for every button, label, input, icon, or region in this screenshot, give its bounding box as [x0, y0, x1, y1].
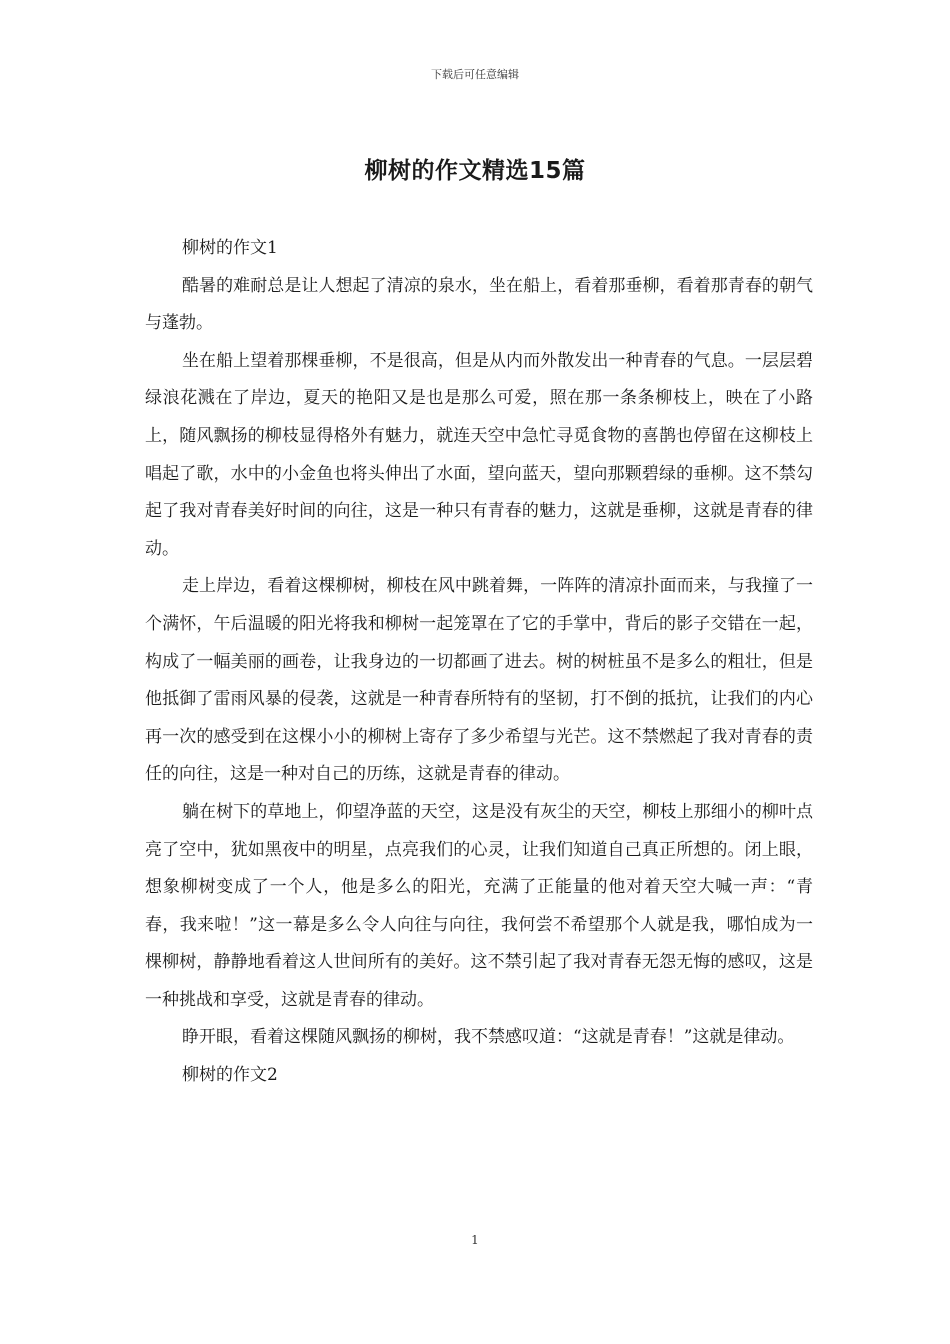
- section-heading-1: 柳树的作文1: [182, 238, 278, 258]
- document-body: [145, 230, 813, 1095]
- body-paragraph: 坐在船上望着那棵垂柳，不是很高，但是从内而外散发出一种青春的气息。一层层碧绿浪花溅在了岸边，夏天的艳阳又是也是那么可爱，照在那一条条柳枝上，映在了小路上，随风飘扬的柳枝显得格外有魅力，就连天空中急忙寻觅食物的喜鹊也停留在这柳枝上唱起了歌，水中的小金鱼也将头伸出了水面，望向蓝天，望向那颗碧绿的垂柳。这不禁勾起了我对青春美好时间的向往，这是一种只有青春的魅力，这就是垂柳，这就是青春的律动。: [145, 350, 813, 559]
- body-paragraph: 躺在树下的草地上，仰望净蓝的天空，这是没有灰尘的天空，柳枝上那细小的柳叶点亮了空中，犹如黑夜中的明星，点亮我们的心灵，让我们知道自己真正所想的。闭上眼，想象柳树变成了一个人，他是多么的阳光，充满了正能量的他对着天空大喊一声：“青春，我来啦！”这一幕是多么令人向往与向往，我何尝不希望那个人就是我，哪怕成为一棵柳树，静静地看着这人世间所有的美好。这不禁引起了我对青春无怨无悔的感叹，这是一种挑战和享受，这就是青春的律动。: [145, 801, 813, 1010]
- body-paragraph: 走上岸边，看着这棵柳树，柳枝在风中跳着舞，一阵阵的清凉扑面而来，与我撞了一个满怀，午后温暖的阳光将我和柳树一起笼罩在了它的手掌中，背后的影子交错在一起，构成了一幅美丽的画卷，让我身边的一切都画了进去。树的树桩虽不是多么的粗壮，但是他抵御了雷雨风暴的侵袭，这就是一种青春所特有的坚韧，打不倒的抵抗，让我们的内心再一次的感受到在这棵小小的柳树上寄存了多少希望与光芒。这不禁燃起了我对青春的责任的向往，这是一种对自己的历练，这就是青春的律动。: [145, 576, 813, 785]
- page-header-note: 下载后可任意编辑: [431, 68, 519, 81]
- section-heading-2: 柳树的作文2: [182, 1065, 278, 1086]
- document-title: 柳树的作文精选15篇: [364, 158, 586, 184]
- page-number: 1: [471, 1233, 479, 1247]
- body-paragraph: 酷暑的难耐总是让人想起了清凉的泉水，坐在船上，看着那垂柳，看着那青春的朝气与蓬勃。: [145, 275, 813, 334]
- body-paragraph: 睁开眼，看着这棵随风飘扬的柳树，我不禁感叹道：“这就是青春！”这就是律动。: [182, 1027, 795, 1048]
